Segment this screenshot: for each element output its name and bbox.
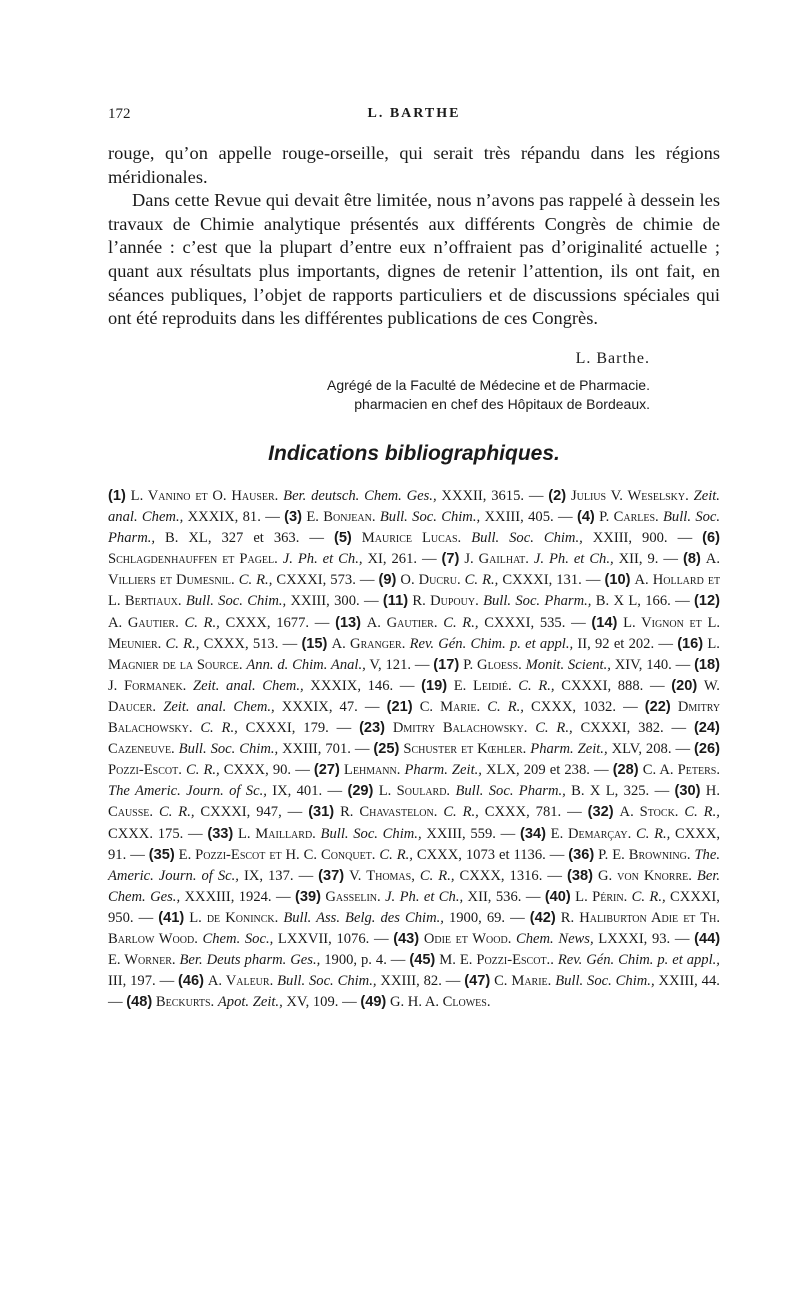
- reference-author: C. A. Peters.: [642, 762, 720, 779]
- reference-number: (32): [587, 804, 614, 821]
- reference-entry: [379, 572, 586, 588]
- reference-detail: V, 121.: [369, 656, 412, 673]
- running-head: L. BARTHE: [367, 106, 461, 121]
- reference-detail: CXXXI, 131.: [502, 572, 582, 589]
- reference-detail: CXXXI, 947,: [200, 804, 282, 821]
- reference-journal: J. Ph. et Ch.,: [385, 888, 464, 905]
- reference-entry: [126, 994, 342, 1010]
- reference-detail: XIV, 140.: [614, 656, 672, 673]
- reference-author: Lehmann.: [343, 762, 401, 779]
- reference-number: (22): [644, 698, 671, 715]
- reference-number: (21): [386, 698, 413, 715]
- reference-entry: [393, 931, 675, 947]
- reference-author: A. Gautier.: [366, 614, 438, 631]
- reference-author: P. E. Browning.: [598, 846, 691, 863]
- author-affiliation: [108, 376, 650, 414]
- reference-author: J. Gailhat.: [464, 551, 529, 568]
- reference-detail: XLV, 208.: [611, 741, 672, 758]
- reference-author: G. von Knorre.: [597, 867, 692, 884]
- reference-author: Beckurts.: [155, 994, 215, 1011]
- reference-detail: XXIII, 44.: [658, 973, 720, 990]
- reference-number: (7): [441, 551, 460, 568]
- reference-number: (47): [464, 973, 491, 990]
- reference-number: (31): [308, 804, 335, 821]
- reference-journal: C. R.,: [185, 762, 220, 779]
- reference-journal: C. R.,: [518, 677, 555, 694]
- reference-entry: [360, 994, 490, 1010]
- reference-author: W. Daucer.: [108, 677, 720, 715]
- reference-detail: XXXIX, 146.: [310, 677, 394, 694]
- reference-author: O. Ducru.: [400, 572, 461, 589]
- reference-journal: Bull. Soc. Chim.,: [277, 973, 377, 990]
- reference-detail: XXIII, 300.: [290, 593, 360, 610]
- reference-number: (6): [702, 530, 720, 547]
- reference-number: (18): [694, 656, 721, 673]
- reference-journal: Zeit. anal. Chem.,: [108, 488, 720, 526]
- reference-number: (30): [674, 783, 701, 800]
- reference-entry: [284, 509, 558, 525]
- reference-journal: Pharm. Zeit.,: [530, 741, 608, 758]
- reference-journal: C. R.,: [535, 720, 573, 737]
- reference-number: (27): [313, 762, 340, 779]
- reference-detail: CXXXI, 888.: [561, 677, 644, 694]
- page-header: [108, 106, 720, 128]
- reference-number: (23): [359, 720, 386, 737]
- reference-journal: Ber. deutsch. Chem. Ges.,: [283, 488, 437, 504]
- reference-entry: [335, 615, 571, 631]
- reference-number: (4): [576, 509, 595, 526]
- section-title: Indications bibliographiques.: [268, 442, 560, 465]
- reference-journal: C. R.,: [165, 635, 200, 652]
- reference-journal: Pharm. Zeit.,: [404, 762, 482, 779]
- reference-number: (49): [360, 994, 387, 1011]
- reference-journal: Bull. Soc. Chim.,: [555, 973, 655, 990]
- reference-author: Schlagdenhauffen et Pagel.: [108, 551, 278, 568]
- reference-number: (26): [693, 741, 720, 758]
- reference-author: E. Bonjean.: [306, 509, 376, 526]
- reference-number: (25): [373, 741, 400, 758]
- reference-number: (46): [178, 973, 204, 990]
- reference-journal: Bull. Soc. Chim.,: [471, 530, 583, 547]
- reference-entry: [464, 973, 720, 989]
- reference-detail: XXIII, 82.: [380, 973, 442, 990]
- reference-entry: [207, 826, 500, 842]
- reference-entry: [295, 889, 526, 905]
- reference-journal: Bull. Soc. Pharm.,: [108, 509, 721, 547]
- reference-journal: C. R.,: [464, 572, 499, 589]
- reference-entry: [383, 593, 675, 609]
- reference-journal: Ber. Deuts pharm. Ges.,: [179, 952, 321, 969]
- reference-number: (8): [682, 551, 701, 568]
- reference-journal: J. Ph. et Ch.,: [533, 551, 614, 568]
- reference-detail: XXIII, 701.: [282, 741, 351, 758]
- reference-number: (33): [207, 825, 234, 842]
- reference-detail: XXIII, 900.: [592, 530, 668, 547]
- reference-detail: XII, 536.: [467, 888, 522, 905]
- reference-entry: [387, 699, 623, 715]
- reference-entry: [359, 720, 671, 736]
- page-number: 172: [108, 106, 131, 122]
- reference-author: L. Soulard.: [378, 783, 451, 800]
- reference-author: R. Chavastelon.: [340, 804, 438, 821]
- reference-detail: 1900, 69.: [448, 909, 506, 926]
- reference-detail: CXXX, 781.: [484, 804, 562, 821]
- reference-author: C. Marie.: [419, 698, 481, 715]
- reference-author: Gasselin.: [325, 888, 381, 905]
- reference-author: E. Demarçay.: [550, 825, 632, 842]
- reference-journal: C. R.,: [158, 804, 195, 821]
- reference-number: (13): [335, 614, 362, 631]
- reference-detail: 1900, p. 4.: [324, 952, 387, 969]
- reference-journal: C. R.,: [200, 720, 238, 737]
- affiliation-line: pharmacien en chef des Hôpitaux de Bordeaux.: [354, 396, 650, 412]
- reference-number: (40): [544, 888, 571, 905]
- reference-journal: Monit. Scient.,: [525, 656, 611, 673]
- reference-author: E. Pozzi-Escot et H. C. Conquet.: [178, 846, 376, 863]
- reference-number: (3): [284, 509, 302, 526]
- reference-number: (37): [318, 867, 345, 884]
- reference-journal: J. Ph. et Ch.,: [282, 551, 363, 568]
- reference-entry: [108, 488, 529, 504]
- reference-journal: Zeit. anal. Chem.,: [163, 698, 275, 715]
- reference-detail: XXXII, 3615.: [441, 488, 525, 504]
- paragraph: rouge, qu’on appelle rouge-orseille, qui serait très répandu dans les régions méridionales.: [108, 143, 720, 187]
- reference-detail: XI, 261.: [367, 551, 418, 568]
- reference-detail: CXXX, 90.: [223, 762, 292, 779]
- reference-detail: XXXIX, 81.: [187, 509, 261, 526]
- reference-detail: II, 92 et 202.: [577, 635, 655, 652]
- reference-number: (24): [693, 720, 720, 737]
- reference-number: (14): [591, 614, 618, 631]
- reference-detail: CXXX, 1316.: [459, 867, 543, 884]
- reference-number: (42): [529, 909, 556, 926]
- reference-entry: [301, 636, 658, 652]
- reference-entry: [334, 530, 678, 546]
- reference-author: A. Stock.: [619, 804, 679, 821]
- reference-detail: B. X L, 325.: [571, 783, 650, 800]
- reference-author: L. Maillard.: [238, 825, 316, 842]
- reference-number: (16): [677, 635, 704, 652]
- reference-author: Cazeneuve.: [108, 741, 175, 758]
- reference-author: R. Dupouy.: [412, 593, 479, 610]
- bibliography: (1) L. Vanino et O. Hauser. Ber. deutsch. Chem. Ges., XXXII, 3615. — (2) Julius V. Weselsky. Zeit. anal. Chem., XXXIX, 81. — (3) E. Bonjean. Bull. Soc. Chim., XXIII, 405. — (4) P. Carles. Bull. Soc. Pharm., B. XL, 327 et 363. — (5) Maurice Lucas. Bull. Soc. Chim., XXIII, 900. — (6) Schlagdenhauffen et Pagel. J. Ph. et Ch., XI, 261. — (7) J. Gailhat. J. Ph. et Ch., XII, 9. — (8) A. Villiers et Dumesnil. C. R., CXXXI, 573. — (9) O. Ducru. C. R., CXXXI, 131. — (10) A. Hollard et L. Bertiaux. Bull. Soc. Chim., XXIII, 300. — (11) R. Dupouy. Bull. Soc. Pharm., B. X L, 166. — (12) A. Gautier. C. R., CXXX, 1677. — (13) A. Gautier. C. R., CXXXI, 535. — (14) L. Vignon et L. Meunier. C. R., CXXX, 513. — (15) A. Granger. Rev. Gén. Chim. p. et appl., II, 92 et 202. — (16) L. Magnier de la Source. Ann. d. Chim. Anal., V, 121. — (17) P. Gloess. Monit. Scient., XIV, 140. — (18) J. Formanek. Zeit. anal. Chem., XXXIX, 146. — (19) E. Leidié. C. R., CXXXI, 888. — (20) W. Daucer. Zeit. anal. Chem., XXXIX, 47. — (21) C. Marie. C. R., CXXX, 1032. — (22) Dmitry Balachowsky. C. R., CXXXI, 179. — (23) Dmitry Balachowsky. C. R., CXXXI, 382. — (24) Cazeneuve. Bull. Soc. Chim., XXIII, 701. — (25) Schuster et Kœhler. Pharm. Zeit., XLV, 208. — (26) Pozzi-Escot. C. R., CXXX, 90. — (27) Lehmann. Pharm. Zeit., XLX, 209 et 238. — (28) C. A. Peters. The Americ. Journ. of Sc., IX, 401. — (29) L. Soulard. Bull. Soc. Pharm., B. X L, 325. — (30) H. Causse. C. R., CXXXI, 947, — (31) R. Chavastelon. C. R., CXXX, 781. — (32) A. Stock. C. R., CXXX. 175. — (33) L. Maillard. Bull. Soc. Chim., XXIII, 559. — (34) E. Demarçay. C. R., CXXX, 91. — (35) E. Pozzi-Escot et H. C. Conquet. C. R., CXXX, 1073 et 1136. — (36) P. E. Browning. The. Americ. Journ. of Sc., IX, 137. — (37) V. Thomas, C. R., CXXX, 1316. — (38) G. von Knorre. Ber. Chem. Ges., XXXIII, 1924. — (39) Gasselin. J. Ph. et Ch., XII, 536. — (40) L. Périn. C. R., CXXXI, 950. — (41) L. de Koninck. Bull. Ass. Belg. des Chim., 1900, 69. — (42) R. Haliburton Adie et Th. Barlow Wood. Chem. Soc., LXXVII, 1076. — (43) Odie et Wood. Chem. News, LXXXI, 93. — (44) E. Worner. Ber. Deuts pharm. Ges., 1900, p. 4. — (45) M. E. Pozzi-Escot.. Rev. Gén. Chim. p. et appl., III, 197. — (46) A. Valeur. Bull. Soc. Chim., XXIII, 82. — (47) C. Marie. Bull. Soc. Chim., XXIII, 44. — (48) Beckurts. Apot. Zeit., XV, 109. — (49) G. H. A. Clowes.: [108, 488, 721, 1011]
- reference-detail: LXXXI, 93.: [598, 930, 671, 947]
- reference-detail: CXXX, 1677.: [225, 614, 310, 631]
- reference-author: L. de Koninck.: [189, 909, 279, 926]
- reference-journal: Bull. Soc. Pharm.,: [455, 783, 566, 800]
- reference-author: L. Vanino et O. Hauser.: [130, 488, 279, 504]
- reference-journal: C. R.,: [419, 867, 455, 884]
- reference-author: Julius V. Weselsky.: [570, 488, 689, 504]
- reference-author: A. Granger.: [331, 635, 406, 652]
- reference-detail: B. XL, 327 et 363.: [165, 530, 300, 547]
- reference-author: E. Worner.: [108, 952, 176, 969]
- reference-journal: Rev. Gén. Chim. p. et appl.,: [409, 635, 574, 652]
- reference-number: (44): [694, 930, 721, 947]
- reference-entry: [373, 741, 675, 757]
- reference-author: E. Leidié.: [453, 677, 512, 694]
- reference-number: (36): [568, 846, 595, 863]
- reference-detail: IX, 401.: [272, 783, 323, 800]
- reference-author: A. Villiers et Dumesnil.: [108, 551, 720, 589]
- reference-author: Dmitry Balachowsky.: [108, 698, 721, 737]
- reference-detail: CXXXI, 573.: [276, 572, 356, 589]
- reference-entry: [442, 551, 664, 567]
- reference-entry: [308, 804, 567, 820]
- reference-number: (48): [126, 994, 153, 1011]
- reference-detail: CXXX, 91.: [108, 825, 721, 863]
- reference-entry: [421, 678, 650, 694]
- reference-journal: Chem. News,: [516, 930, 594, 947]
- reference-detail: CXXXI, 950.: [108, 888, 720, 926]
- reference-journal: Apot. Zeit.,: [217, 994, 283, 1011]
- reference-detail: CXXXI, 382.: [580, 720, 664, 737]
- reference-number: (17): [433, 656, 460, 673]
- reference-number: (34): [519, 825, 546, 842]
- reference-entry: [178, 973, 446, 989]
- reference-journal: Bull. Soc. Chim.,: [178, 741, 279, 758]
- reference-detail: IX, 137.: [243, 867, 294, 884]
- reference-author: G. H. A. Clowes.: [389, 994, 491, 1011]
- reference-journal: C. R.,: [443, 804, 479, 821]
- reference-detail: LXXVII, 1076.: [277, 930, 370, 947]
- reference-author: Dmitry Balachowsky.: [392, 720, 528, 737]
- reference-journal: Ann. d. Chim. Anal.,: [246, 656, 366, 673]
- reference-author: A. Gautier.: [108, 614, 179, 631]
- reference-entry: [314, 762, 594, 778]
- reference-journal: C. R.,: [184, 614, 220, 631]
- reference-number: (28): [612, 762, 639, 779]
- reference-detail: III, 197.: [108, 973, 156, 990]
- body-text: [108, 142, 720, 331]
- reference-number: (39): [295, 888, 321, 905]
- reference-journal: Bull. Ass. Belg. des Chim.,: [283, 909, 444, 926]
- reference-number: (5): [333, 530, 352, 547]
- reference-number: (1): [108, 488, 126, 504]
- reference-author: R. Haliburton Adie et Th. Barlow Wood.: [108, 909, 720, 947]
- reference-author: C. Marie.: [494, 973, 552, 990]
- reference-author: V. Thomas,: [349, 867, 415, 884]
- reference-journal: C. R.,: [443, 614, 479, 631]
- reference-detail: XXIII, 559.: [426, 825, 496, 842]
- reference-entry: [318, 868, 547, 884]
- reference-author: A. Valeur.: [207, 973, 274, 990]
- reference-number: (9): [378, 572, 397, 589]
- reference-author: L. Vignon et L. Meunier.: [108, 614, 721, 652]
- reference-author: J. Formanek.: [108, 677, 187, 694]
- reference-detail: XXIII, 405.: [484, 509, 554, 526]
- reference-number: (15): [301, 635, 328, 652]
- reference-detail: CXXX, 513.: [203, 635, 279, 652]
- reference-journal: Bull. Soc. Chim.,: [185, 593, 287, 610]
- reference-journal: Chem. Soc.,: [202, 930, 274, 947]
- reference-number: (35): [148, 846, 175, 863]
- reference-number: (12): [694, 593, 720, 610]
- reference-journal: C. R.,: [487, 698, 524, 715]
- reference-journal: C. R.,: [684, 804, 720, 821]
- paragraph: Dans cette Revue qui devait être limitée, nous n’avons pas rappelé à dessein les travaux de Chimie analytique présentés aux différents Congrès de chimie de l’année : c’est que la plupart d’entre eux n’offraient pas d’originalité actuelle ; quant aux résultats plus importants, dignes de retenir l’attention, ils ont fait, en séances publiques, l’objet de rapports particuliers et de discussions spéciales qui ont été reproduits dans les différentes publications de ces Congrès.: [108, 190, 720, 329]
- reference-detail: XV, 109.: [286, 994, 339, 1011]
- reference-entry: [158, 910, 510, 926]
- affiliation-line: Agrégé de la Faculté de Médecine et de Pharmacie.: [327, 377, 650, 393]
- reference-number: (45): [409, 952, 436, 969]
- reference-number: (29): [347, 783, 374, 800]
- reference-author: Odie et Wood.: [423, 930, 512, 947]
- reference-journal: C. R.,: [238, 572, 273, 589]
- reference-detail: XXXIII, 1924.: [184, 888, 272, 905]
- reference-journal: C. R.,: [635, 825, 671, 842]
- reference-author: Pozzi-Escot.: [108, 762, 182, 779]
- reference-journal: The Americ. Journ. of Sc.,: [108, 783, 267, 800]
- reference-detail: CXXXI, 179.: [245, 720, 329, 737]
- reference-detail: XII, 9.: [618, 551, 659, 568]
- reference-author: Maurice Lucas.: [361, 530, 462, 547]
- reference-number: (19): [421, 677, 448, 694]
- reference-detail: CXXX, 1073 et 1136.: [416, 846, 546, 863]
- reference-author: H. Causse.: [108, 783, 720, 821]
- reference-number: (43): [393, 930, 420, 947]
- reference-journal: Bull. Soc. Chim.,: [379, 509, 481, 526]
- reference-detail: XLX, 209 et 238.: [486, 762, 590, 779]
- reference-author: A. Hollard et L. Bertiaux.: [108, 572, 721, 610]
- reference-journal: C. R.,: [379, 846, 413, 863]
- reference-author: P. Carles.: [599, 509, 659, 526]
- reference-entry: [347, 783, 654, 799]
- author-signature: L. Barthe.: [575, 350, 650, 367]
- reference-author: P. Gloess.: [463, 656, 522, 673]
- reference-journal: Bull. Soc. Chim.,: [320, 825, 422, 842]
- reference-journal: The. Americ. Journ. of Sc.,: [108, 846, 720, 884]
- reference-author: L. Périn.: [575, 888, 628, 905]
- reference-journal: Zeit. anal. Chem.,: [193, 677, 304, 694]
- reference-author: L. Magnier de la Source.: [108, 635, 720, 673]
- reference-number: (11): [382, 593, 409, 610]
- reference-detail: CXXX, 1032.: [531, 698, 616, 715]
- reference-number: (20): [671, 677, 698, 694]
- reference-entry: [433, 657, 675, 673]
- reference-author: M. E. Pozzi-Escot..: [439, 952, 554, 969]
- reference-number: (2): [548, 488, 567, 504]
- reference-journal: C. R.,: [631, 888, 666, 905]
- reference-detail: CXXX. 175.: [108, 825, 184, 842]
- reference-detail: CXXXI, 535.: [484, 614, 566, 631]
- reference-journal: Ber. Chem. Ges.,: [108, 867, 721, 905]
- reference-number: (41): [158, 909, 185, 926]
- reference-journal: Rev. Gén. Chim. p. et appl.,: [557, 952, 720, 969]
- reference-detail: B. X L, 166.: [595, 593, 671, 610]
- reference-detail: XXXIX, 47.: [281, 698, 358, 715]
- reference-number: (38): [566, 867, 593, 884]
- reference-author: Schuster et Kœhler.: [403, 741, 527, 758]
- reference-entry: [149, 847, 550, 863]
- reference-number: (10): [604, 572, 631, 589]
- reference-journal: Bull. Soc. Pharm.,: [483, 593, 592, 610]
